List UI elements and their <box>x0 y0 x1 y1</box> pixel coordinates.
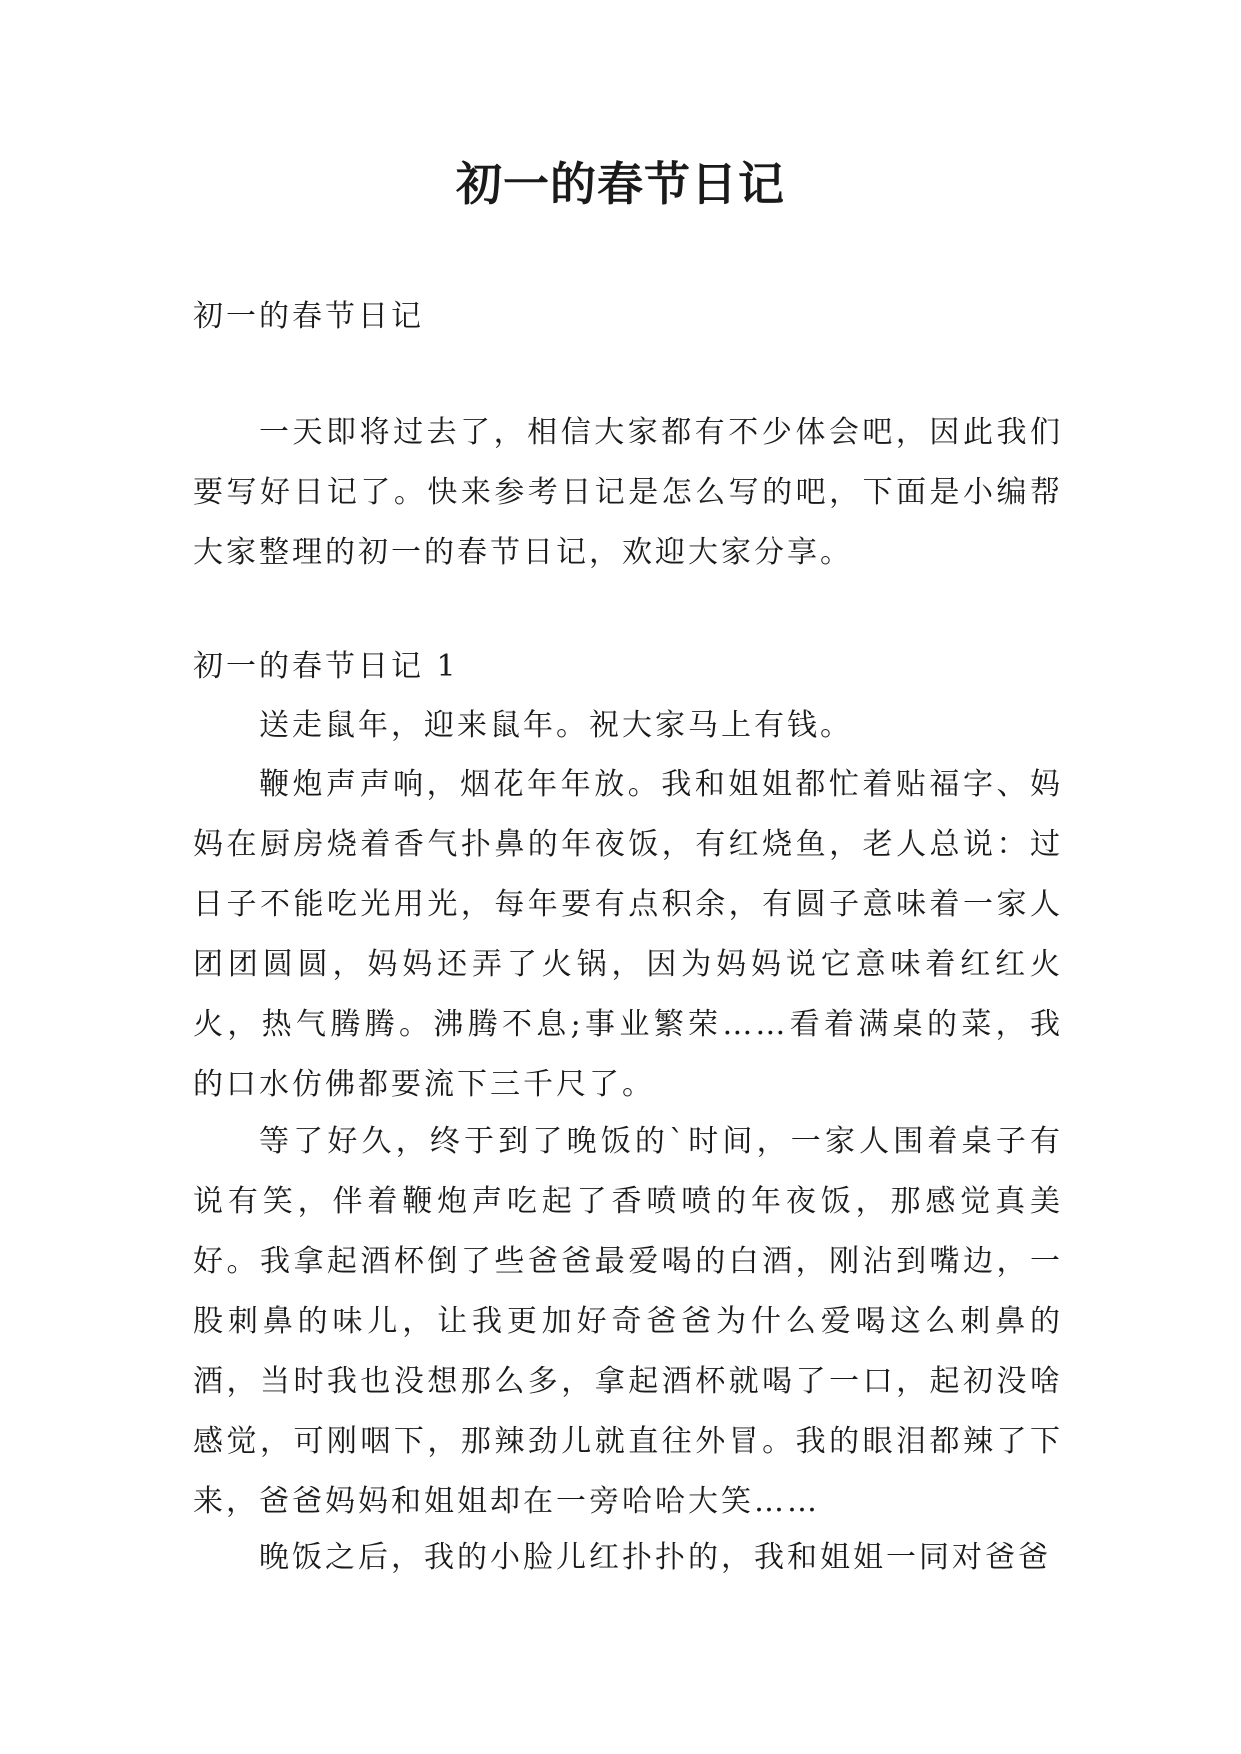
body-paragraph-3: 等了好久，终于到了晚饭的`时间，一家人围着桌子有说有笑，伴着鞭炮声吃起了香喷喷的年夜饭，那感觉真美好。我拿起酒杯倒了些爸爸最爱喝的白酒，刚沾到嘴边，一股刺鼻的味儿，让我更加好奇爸爸为什么爱喝这么刺鼻的酒，当时我也没想那么多，拿起酒杯就喝了一口，起初没啥感觉，可刚咽下，那辣劲儿就直往外冒。我的眼泪都辣了下来，爸爸妈妈和姐姐却在一旁哈哈大笑…… <box>193 1124 1063 1519</box>
body-paragraph-4: 晚饭之后，我的小脸儿红扑扑的，我和姐姐一同对爸爸 <box>259 1540 1051 1575</box>
document-title: 初一的春节日记 <box>456 157 785 211</box>
document-subtitle: 初一的春节日记 <box>193 299 424 334</box>
body-paragraph-2: 鞭炮声声响，烟花年年放。我和姐姐都忙着贴福字、妈妈在厨房烧着香气扑鼻的年夜饭，有红烧鱼，老人总说：过日子不能吃光用光，每年要有点积余，有圆子意味着一家人团团圆圆，妈妈还弄了火锅，因为妈妈说它意味着红红火火，热气腾腾。沸腾不息;事业繁荣……看着满桌的菜，我的口水仿佛都要流下三千尺了。 <box>193 767 1063 1102</box>
intro-paragraph: 一天即将过去了，相信大家都有不少体会吧，因此我们要写好日记了。快来参考日记是怎么写的吧，下面是小编帮大家整理的初一的春节日记，欢迎大家分享。 <box>193 415 1063 570</box>
section-heading: 初一的春节日记 1 <box>193 649 459 684</box>
body-paragraph-1: 送走鼠年，迎来鼠年。祝大家马上有钱。 <box>259 708 853 743</box>
